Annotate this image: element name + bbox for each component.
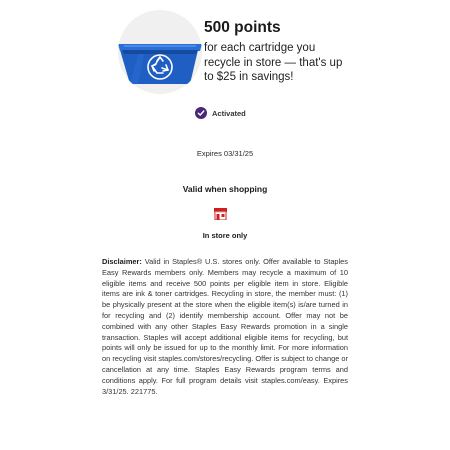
status-badge: [195, 106, 246, 120]
recycling-bin-icon: [118, 10, 202, 94]
expiration-date: Expires 03/31/25: [196, 149, 254, 158]
channel-label: In store only: [202, 231, 248, 240]
offer-headline: 500 points: [204, 19, 281, 36]
check-circle-icon: [195, 107, 207, 119]
offer-image: [118, 10, 202, 94]
disclaimer-text: Valid in Staples® U.S. stores only. Offer available to Staples Easy Rewards members only. Members may recycle a maximum of 10 eligible items and receive 500 points per eligible item in store. Eligible items are ink & toner cartridges. Recycling in store, the member must: (1) be physically present at the store when the eligible item(s) is/are turned in for recycling and (2) identify membership account. Offer may not be combined with any other Staples Easy Rewards promotion in a single transaction. Staples will accept additional eligible items for recycling, but points will only be issued for up to the monthly limit. For more information on recycling visit staples.com/stores/recycling. Offer is subject to change or cancellation at any time. Staples Easy Rewards program terms and conditions apply. For full program details visit staples.com/easy. Expires 3/31/25. 221775.: [102, 257, 348, 396]
status-label: Activated: [212, 108, 246, 118]
validity-heading: Valid when shopping: [182, 184, 268, 194]
offer-description: for each cartridge you recycle in store — that's up to $25 in savings!: [204, 42, 343, 83]
disclaimer-label: Disclaimer:: [102, 257, 142, 266]
disclaimer: [102, 257, 348, 397]
store-icon: [214, 207, 227, 219]
